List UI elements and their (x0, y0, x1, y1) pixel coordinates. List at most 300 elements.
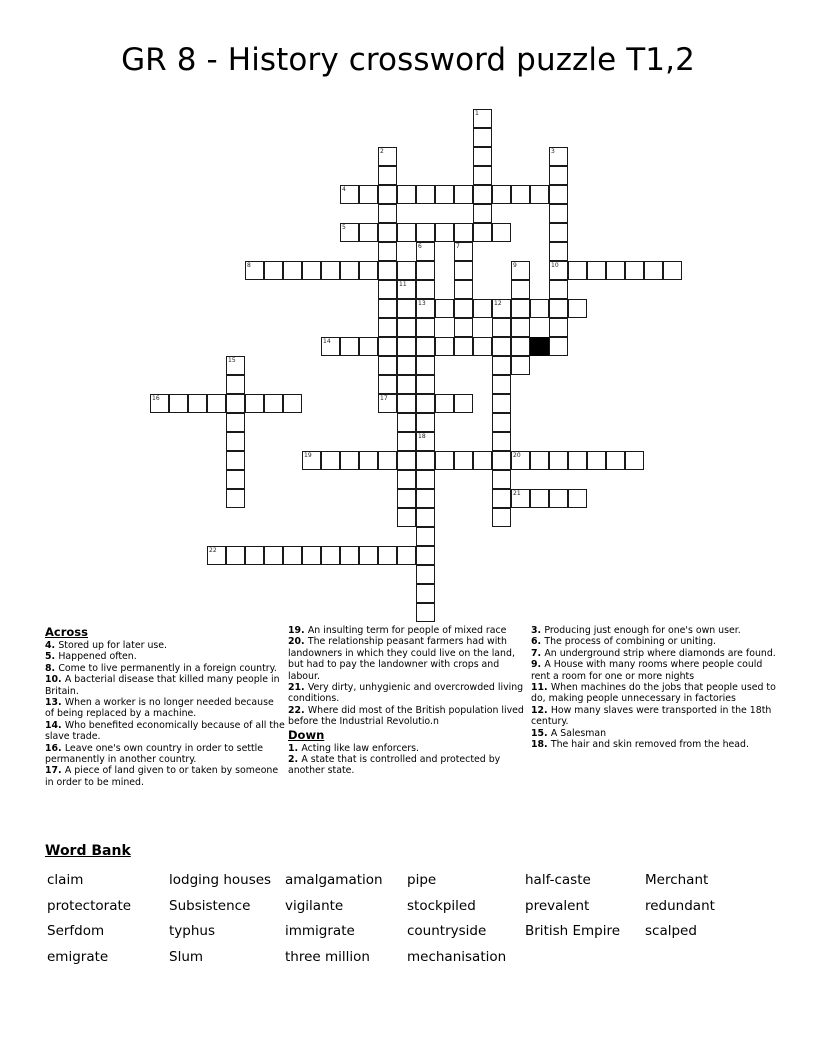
crossword-cell[interactable] (397, 318, 416, 337)
crossword-cell[interactable] (416, 318, 435, 337)
clue-text: Leave one's own country in order to settle permanently in another country. (45, 742, 264, 766)
clue-number: 7. (531, 647, 545, 659)
crossword-cell[interactable] (359, 546, 378, 565)
crossword-cell[interactable] (340, 546, 359, 565)
clue-number: 18. (531, 739, 551, 751)
cell-number: 10 (551, 262, 559, 269)
crossword-cell[interactable] (625, 451, 644, 470)
crossword-cell[interactable] (226, 546, 245, 565)
word-bank-word[interactable]: Serfdom (47, 923, 105, 939)
crossword-cell[interactable] (454, 280, 473, 299)
clue-item (531, 682, 776, 705)
crossword-cell[interactable] (416, 451, 435, 470)
clue-text: The process of combining or uniting. (544, 636, 717, 648)
cell-number: 14 (323, 338, 331, 345)
clue-item (531, 739, 776, 750)
cell-number: 9 (513, 262, 517, 269)
clue-text: Very dirty, unhygienic and overcrowded living conditions. (288, 682, 524, 705)
crossword-cell[interactable] (359, 223, 378, 242)
cell-number: 22 (209, 547, 217, 554)
crossword-cell[interactable] (226, 432, 245, 451)
crossword-cell[interactable] (321, 546, 340, 565)
crossword-cell[interactable] (397, 185, 416, 204)
crossword-cell[interactable] (416, 432, 435, 451)
cell-number: 19 (304, 452, 312, 459)
crossword-cell[interactable] (473, 204, 492, 223)
crossword-cell[interactable] (492, 318, 511, 337)
crossword-cell[interactable] (416, 261, 435, 280)
clue-number: 21. (288, 682, 308, 694)
word-bank-column (645, 868, 715, 945)
crossword-cell[interactable] (454, 394, 473, 413)
clue-number: 1. (288, 742, 302, 754)
clue-item (45, 765, 285, 788)
crossword-cell[interactable] (473, 185, 492, 204)
word-bank-column (525, 868, 620, 945)
clue-text: Come to live permanently in a foreign country. (58, 662, 277, 674)
crossword-cell[interactable] (473, 109, 492, 128)
crossword-cell[interactable] (321, 337, 340, 356)
clue-item (288, 636, 528, 682)
clue-item (531, 636, 776, 647)
crossword-cell[interactable] (492, 394, 511, 413)
crossword-cell[interactable] (454, 318, 473, 337)
crossword-cell[interactable] (568, 451, 587, 470)
clues-section (45, 625, 780, 830)
crossword-cell[interactable] (321, 451, 340, 470)
crossword-cell[interactable] (359, 261, 378, 280)
crossword-cell[interactable] (378, 166, 397, 185)
word-bank-word[interactable]: Slum (169, 948, 204, 965)
cell-number: 12 (494, 300, 502, 307)
clue-text: How many slaves were transported in the 18th century. (531, 704, 772, 728)
cell-number: 8 (247, 262, 251, 269)
crossword-cell[interactable] (226, 489, 245, 508)
word-bank-word[interactable]: Subsistence (169, 897, 251, 914)
crossword-cell[interactable] (473, 299, 492, 318)
cell-number: 18 (418, 433, 426, 440)
crossword-cell[interactable] (378, 337, 397, 356)
clue-number: 10. (45, 674, 65, 686)
crossword-cell[interactable] (549, 242, 568, 261)
crossword-cell[interactable] (530, 299, 549, 318)
crossword-cell[interactable] (492, 299, 511, 318)
crossword-cell[interactable] (492, 413, 511, 432)
crossword-cell[interactable] (416, 413, 435, 432)
crossword-cell[interactable] (264, 394, 283, 413)
crossword-cell[interactable] (321, 261, 340, 280)
crossword-cell[interactable] (435, 223, 454, 242)
clue-number: 3. (531, 625, 545, 636)
cell-number: 20 (513, 452, 521, 459)
crossword-cell[interactable] (397, 261, 416, 280)
crossword-cell[interactable] (378, 318, 397, 337)
clue-item (531, 648, 776, 659)
clue-text: A bacterial disease that killed many people in Britain. (45, 674, 280, 697)
crossword-cell[interactable] (264, 261, 283, 280)
page-title: GR 8 - History crossword puzzle T1,2 (121, 42, 695, 78)
crossword-cell[interactable] (416, 394, 435, 413)
cell-number: 3 (551, 148, 555, 155)
clue-item (45, 663, 285, 674)
crossword-cell[interactable] (302, 261, 321, 280)
clue-item (45, 743, 285, 766)
clue-text: An insulting term for people of mixed race (307, 625, 507, 636)
clue-item (288, 754, 528, 777)
crossword-cell[interactable] (549, 337, 568, 356)
crossword-cell[interactable] (378, 223, 397, 242)
crossword-cell[interactable] (511, 489, 530, 508)
crossword-cell[interactable] (302, 451, 321, 470)
clue-text: Acting like law enforcers. (301, 742, 419, 754)
word-bank-column (407, 868, 506, 970)
crossword-cell[interactable] (492, 489, 511, 508)
word-bank-section (45, 843, 785, 965)
word-bank-word[interactable]: vigilante (285, 897, 344, 914)
crossword-cell[interactable] (340, 451, 359, 470)
cell-number: 13 (418, 300, 426, 307)
crossword-cell[interactable] (397, 337, 416, 356)
crossword-cell[interactable] (492, 337, 511, 356)
crossword-cell[interactable] (454, 261, 473, 280)
word-bank-word[interactable]: amalgamation (285, 872, 383, 888)
word-bank-word[interactable]: redundant (645, 897, 715, 914)
word-bank-word[interactable]: scalped (645, 923, 697, 939)
cell-number: 7 (456, 243, 460, 250)
crossword-cell[interactable] (511, 337, 530, 356)
clue-item (531, 705, 776, 728)
crossword-cell[interactable] (416, 337, 435, 356)
clue-item (45, 697, 285, 720)
crossword-cell[interactable] (340, 337, 359, 356)
crossword-cell[interactable] (397, 432, 416, 451)
word-bank-word[interactable]: Merchant (645, 872, 709, 888)
clue-item (531, 659, 776, 682)
crossword-cell[interactable] (207, 546, 226, 565)
crossword-cell[interactable] (302, 546, 321, 565)
crossword-cell[interactable] (226, 356, 245, 375)
crossword-cell[interactable] (416, 299, 435, 318)
word-bank-word[interactable]: protectorate (47, 897, 132, 914)
crossword-cell[interactable] (492, 185, 511, 204)
crossword-cell[interactable] (359, 185, 378, 204)
cell-number: 4 (342, 186, 346, 193)
word-bank-word[interactable]: pipe (407, 872, 437, 888)
crossword-cell[interactable] (549, 451, 568, 470)
clue-number: 12. (531, 704, 551, 716)
crossword-cell[interactable] (473, 166, 492, 185)
word-bank-word[interactable]: emigrate (47, 948, 109, 965)
crossword-cell[interactable] (435, 185, 454, 204)
clue-item (288, 682, 528, 705)
crossword-cell[interactable] (169, 394, 188, 413)
clue-item (288, 705, 528, 728)
crossword-cell[interactable] (397, 223, 416, 242)
crossword-cell[interactable] (511, 318, 530, 337)
word-bank-title: Word Bank (45, 843, 131, 859)
crossword-cell[interactable] (511, 261, 530, 280)
word-bank-word[interactable]: British Empire (525, 923, 621, 939)
crossword-cell[interactable] (340, 261, 359, 280)
crossword-cell[interactable] (644, 261, 663, 280)
clue-number: 22. (288, 704, 308, 716)
crossword-cell[interactable] (226, 375, 245, 394)
crossword-cell[interactable] (549, 223, 568, 242)
crossword-cell[interactable] (245, 546, 264, 565)
word-bank-word[interactable]: lodging houses (169, 872, 272, 888)
crossword-cell[interactable] (416, 185, 435, 204)
crossword-cell[interactable] (207, 394, 226, 413)
crossword-cell[interactable] (587, 261, 606, 280)
clue-text: Who benefited economically because of all the slave trade. (45, 719, 285, 743)
clue-number: 19. (288, 625, 308, 636)
crossword-cell[interactable] (416, 584, 435, 603)
cell-number: 15 (228, 357, 236, 364)
crossword-cell[interactable] (473, 223, 492, 242)
crossword-cell[interactable] (378, 261, 397, 280)
crossword-cell[interactable] (416, 470, 435, 489)
crossword-cell[interactable] (397, 394, 416, 413)
crossword-cell[interactable] (397, 280, 416, 299)
crossword-cell[interactable] (492, 223, 511, 242)
crossword-cell[interactable] (226, 470, 245, 489)
clue-text: A piece of land given to or taken by someone in order to be mined. (45, 765, 279, 788)
crossword-cell[interactable] (549, 185, 568, 204)
word-bank-word[interactable]: three million (285, 948, 370, 965)
crossword-cell[interactable] (568, 261, 587, 280)
crossword-cell[interactable] (511, 280, 530, 299)
crossword-cell[interactable] (397, 470, 416, 489)
clue-text: The hair and skin removed from the head. (550, 739, 749, 751)
crossword-cell[interactable] (359, 451, 378, 470)
clue-text: The relationship peasant farmers had with landowners in which they could live on the land, but had to pay the landowner with crops and labour. (288, 636, 515, 682)
crossword-cell[interactable] (397, 451, 416, 470)
crossword-cell[interactable] (511, 356, 530, 375)
crossword-cell[interactable] (416, 603, 435, 622)
crossword-cell[interactable] (568, 299, 587, 318)
crossword-cell[interactable] (283, 546, 302, 565)
crossword-cell[interactable] (473, 128, 492, 147)
clue-item (45, 674, 285, 697)
crossword-cell[interactable] (397, 356, 416, 375)
crossword-cell[interactable] (549, 204, 568, 223)
crossword-cell[interactable] (492, 470, 511, 489)
crossword-cell[interactable] (530, 489, 549, 508)
crossword-cell[interactable] (549, 166, 568, 185)
clue-number: 5. (45, 651, 59, 663)
crossword-cell[interactable] (416, 223, 435, 242)
crossword-cell[interactable] (663, 261, 682, 280)
crossword-cell[interactable] (226, 413, 245, 432)
cell-number: 1 (475, 110, 479, 117)
clue-number: 11. (531, 682, 551, 694)
crossword-cell[interactable] (625, 261, 644, 280)
crossword-cell[interactable] (435, 299, 454, 318)
crossword-cell[interactable] (416, 280, 435, 299)
crossword-cell[interactable] (416, 527, 435, 546)
crossword-cell[interactable] (549, 147, 568, 166)
crossword-cell[interactable] (340, 223, 359, 242)
crossword-cell[interactable] (530, 185, 549, 204)
crossword-cell[interactable] (378, 147, 397, 166)
clue-column-2 (288, 625, 528, 777)
clue-item (288, 743, 528, 754)
crossword-cell[interactable] (492, 432, 511, 451)
crossword-cell[interactable] (226, 451, 245, 470)
crossword-cell[interactable] (511, 185, 530, 204)
clue-item (288, 625, 528, 636)
clue-number: 13. (45, 697, 65, 709)
crossword-cell[interactable] (568, 489, 587, 508)
crossword-cell[interactable] (530, 451, 549, 470)
cell-number: 21 (513, 490, 521, 497)
clue-item (531, 625, 776, 636)
crossword-cell[interactable] (492, 375, 511, 394)
clue-item (45, 720, 285, 743)
crossword-cell[interactable] (397, 299, 416, 318)
crossword-cell[interactable] (473, 337, 492, 356)
clue-text: Happened often. (58, 651, 137, 663)
crossword-cell[interactable] (416, 508, 435, 527)
crossword-cell[interactable] (454, 337, 473, 356)
crossword-cell[interactable] (435, 451, 454, 470)
clue-number: 16. (45, 742, 65, 754)
cell-number: 6 (418, 243, 422, 250)
word-bank-word[interactable]: prevalent (525, 897, 590, 914)
word-bank-word[interactable]: mechanisation (407, 948, 507, 965)
crossword-cell[interactable] (416, 356, 435, 375)
crossword-cell[interactable] (549, 261, 568, 280)
crossword-cell[interactable] (492, 508, 511, 527)
clue-text: A Salesman (550, 727, 607, 739)
crossword-cell[interactable] (378, 394, 397, 413)
clue-text: When machines do the jobs that people used to do, making people unnecessary in factories (531, 682, 776, 705)
crossword-cell[interactable] (435, 394, 454, 413)
clue-number: 14. (45, 719, 65, 731)
crossword-cell[interactable] (454, 299, 473, 318)
crossword-cell[interactable] (587, 451, 606, 470)
crossword-cell[interactable] (245, 261, 264, 280)
clue-number: 6. (531, 636, 545, 648)
crossword-cell[interactable] (549, 299, 568, 318)
crossword-cell[interactable] (359, 337, 378, 356)
crossword-cell[interactable] (283, 261, 302, 280)
crossword-cell[interactable] (416, 546, 435, 565)
crossword-cell[interactable] (435, 337, 454, 356)
crossword-cell[interactable] (283, 394, 302, 413)
clue-number: 9. (531, 659, 545, 671)
clue-item (531, 728, 776, 739)
clue-text: An underground strip where diamonds are found. (544, 647, 776, 659)
down-heading: Down (288, 727, 325, 742)
crossword-cell[interactable] (378, 204, 397, 223)
crossword-cell[interactable] (397, 508, 416, 527)
cell-number: 16 (152, 395, 160, 402)
word-bank-word[interactable]: half-caste (525, 872, 591, 888)
crossword-cell[interactable] (454, 451, 473, 470)
clue-text: A state that is controlled and protected by another state. (288, 754, 501, 777)
cell-number: 2 (380, 148, 384, 155)
word-bank-word[interactable]: stockpiled (407, 897, 476, 914)
clue-text: When a worker is no longer needed because of being replaced by a machine. (45, 697, 274, 720)
crossword-cell[interactable] (454, 185, 473, 204)
crossword-cell[interactable] (378, 299, 397, 318)
crossword-cell[interactable] (245, 394, 264, 413)
crossword-cell[interactable] (473, 451, 492, 470)
clue-item (45, 651, 285, 662)
crossword-cell[interactable] (188, 394, 207, 413)
crossword-cell[interactable] (511, 299, 530, 318)
crossword-cell[interactable] (378, 242, 397, 261)
crossword-cell[interactable] (397, 546, 416, 565)
clue-text: Stored up for later use. (58, 640, 168, 651)
clue-item (45, 640, 285, 651)
crossword-cell[interactable] (416, 375, 435, 394)
crossword-cell[interactable] (264, 546, 283, 565)
crossword-cell[interactable] (606, 451, 625, 470)
word-bank-column (169, 868, 271, 970)
word-bank-word[interactable]: claim (47, 872, 84, 888)
crossword-cell[interactable] (492, 451, 511, 470)
crossword-cell[interactable] (378, 375, 397, 394)
crossword-cell[interactable] (416, 489, 435, 508)
clue-text: Where did most of the British population lived before the Industrial Revolutio.n (288, 704, 524, 728)
crossword-cell[interactable] (397, 375, 416, 394)
word-bank-column (47, 868, 131, 970)
crossword-cell[interactable] (549, 280, 568, 299)
cell-number: 11 (399, 281, 407, 288)
word-bank-word[interactable]: countryside (407, 923, 487, 939)
crossword-cell[interactable] (549, 318, 568, 337)
crossword-cell[interactable] (378, 185, 397, 204)
crossword-cell[interactable] (454, 223, 473, 242)
clue-number: 20. (288, 636, 308, 648)
crossword-cell[interactable] (549, 489, 568, 508)
crossword-cell[interactable] (378, 546, 397, 565)
crossword-cell[interactable] (416, 565, 435, 584)
clue-column-3 (531, 625, 776, 750)
across-heading: Across (45, 625, 88, 639)
clue-number: 2. (288, 754, 302, 766)
crossword-cell[interactable] (397, 413, 416, 432)
clue-number: 8. (45, 662, 59, 674)
cell-number: 17 (380, 395, 388, 402)
clue-text: A House with many rooms where people could rent a room for one or more nights (531, 659, 763, 682)
crossword-cell[interactable] (492, 356, 511, 375)
clue-number: 4. (45, 640, 59, 651)
crossword-cell[interactable] (150, 394, 169, 413)
clue-number: 15. (531, 727, 551, 739)
clue-number: 17. (45, 765, 65, 777)
crossword-cell[interactable] (473, 147, 492, 166)
word-bank-word[interactable]: typhus (169, 923, 215, 939)
crossword-cell[interactable] (454, 242, 473, 261)
crossword-cell[interactable] (606, 261, 625, 280)
word-bank-column (285, 868, 383, 970)
crossword-cell[interactable] (226, 394, 245, 413)
clue-column-1 (45, 625, 285, 788)
crossword-cell[interactable] (378, 356, 397, 375)
cell-number: 5 (342, 224, 346, 231)
word-bank-word[interactable]: immigrate (285, 923, 355, 939)
crossword-cell[interactable] (378, 451, 397, 470)
crossword-cell[interactable] (416, 242, 435, 261)
crossword-cell[interactable] (340, 185, 359, 204)
crossword-cell[interactable] (378, 280, 397, 299)
clue-text: Producing just enough for one's own user. (544, 625, 741, 636)
crossword-cell[interactable] (397, 489, 416, 508)
crossword-cell[interactable] (511, 451, 530, 470)
